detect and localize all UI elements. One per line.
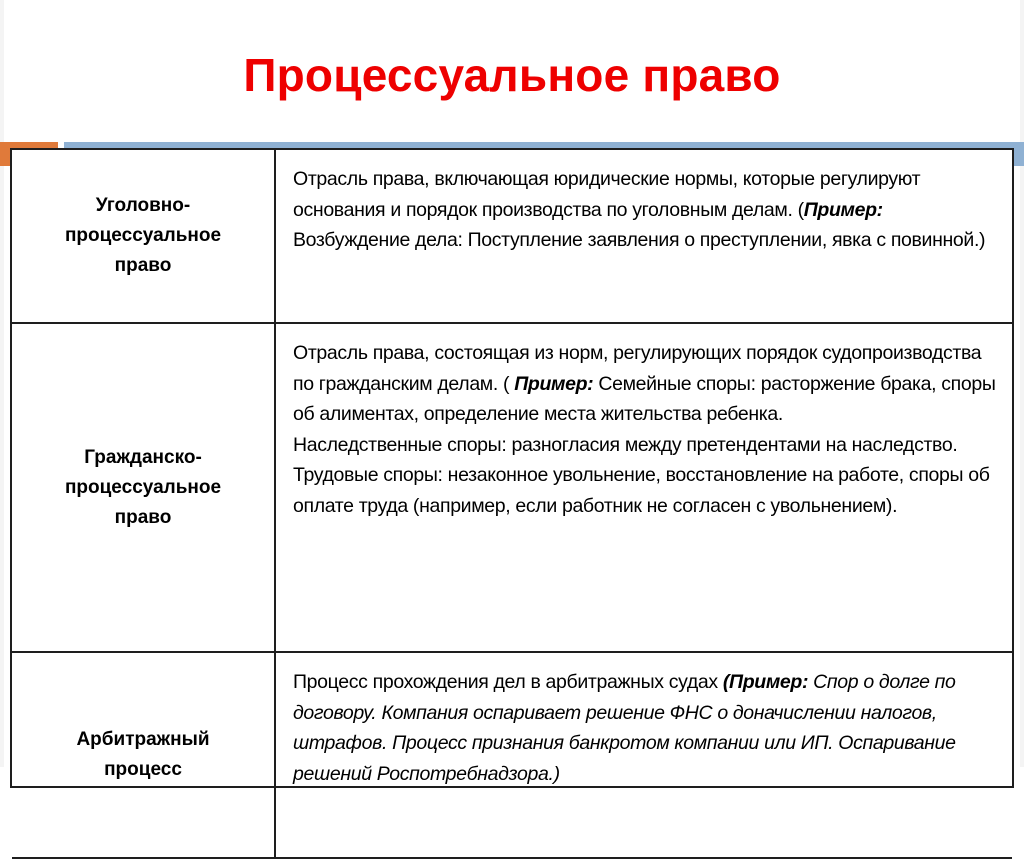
description-cell bbox=[275, 652, 1012, 858]
table-row-criminal bbox=[12, 150, 1012, 323]
example-text: Семейные споры: расторжение брака, споры об алиментах, определение места жительства ребенка. bbox=[293, 372, 996, 425]
term-line: Арбитражный bbox=[76, 729, 210, 750]
term-line: процессуальное bbox=[64, 225, 222, 246]
table-row-civil bbox=[12, 323, 1012, 652]
example-label: Пример: bbox=[514, 372, 594, 395]
term-cell bbox=[12, 323, 275, 652]
accent-tab-orange bbox=[0, 142, 10, 166]
slide-edge-left bbox=[0, 0, 4, 767]
description-text: Отрасль права, включающая юридические нормы, которые регулируют основания и порядок производства по уголовным делам. ( bbox=[293, 168, 921, 221]
table-row-arbitration bbox=[12, 652, 1012, 858]
description-text: Отрасль права, состоящая из норм, регулирующих порядок судопроизводства по гражданским делам. ( bbox=[293, 342, 982, 395]
term-line: Уголовно- bbox=[95, 195, 191, 216]
example-label: Пример: bbox=[803, 198, 883, 221]
term-line: процесс bbox=[104, 759, 182, 780]
term-line: право bbox=[114, 255, 172, 276]
term-cell bbox=[12, 150, 275, 323]
description-cell bbox=[275, 150, 1012, 323]
labor-disputes-text: Трудовые споры: незаконное увольнение, восстановление на работе, споры об оплате труда (например, если работник не согласен с увольнением). bbox=[293, 464, 990, 517]
description-cell bbox=[275, 323, 1012, 652]
example-text: Возбуждение дела: Поступление заявления о преступлении, явка с повинной.) bbox=[293, 229, 986, 251]
description-text: Процесс прохождения дел в арбитражных судах bbox=[293, 671, 723, 693]
example-text: Спор о долге по договору. Компания оспаривает решение ФНС о доначислении налогов, штрафов. Процесс признания банкротом компании или ИП. Оспаривание решений Роспотребнадзора.) bbox=[293, 671, 956, 785]
slide-edge-right bbox=[1020, 0, 1024, 767]
term-line: процессуальное bbox=[64, 476, 222, 498]
term-line: право bbox=[114, 506, 172, 528]
term-line: Гражданско- bbox=[84, 446, 202, 468]
procedural-law-table bbox=[10, 148, 1014, 788]
inheritance-disputes-text: Наследственные споры: разногласия между претендентами на наследство. bbox=[293, 433, 958, 456]
slide-title: Процессуальное право bbox=[243, 49, 781, 101]
example-label: (Пример: bbox=[722, 671, 809, 693]
term-cell bbox=[12, 652, 275, 858]
